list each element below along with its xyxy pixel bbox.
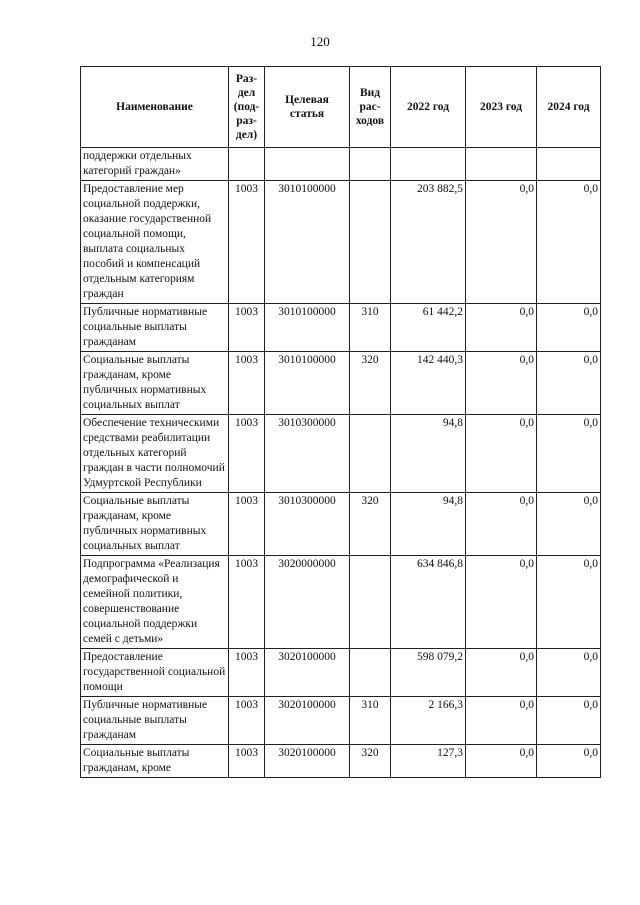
row-2023: 0,0 (466, 556, 537, 649)
row-vid: 320 (350, 352, 391, 415)
row-2024: 0,0 (537, 352, 601, 415)
row-2024: 0,0 (537, 181, 601, 304)
row-section: 1003 (229, 493, 265, 556)
row-section (229, 148, 265, 181)
row-section: 1003 (229, 352, 265, 415)
row-section: 1003 (229, 649, 265, 697)
row-2022: 598 079,2 (391, 649, 466, 697)
row-2024: 0,0 (537, 304, 601, 352)
row-target-code: 3010300000 (265, 493, 350, 556)
row-vid: 310 (350, 304, 391, 352)
row-vid (350, 556, 391, 649)
row-name: поддержки отдельных категорий граждан» (81, 148, 229, 181)
row-target-code: 3010100000 (265, 352, 350, 415)
row-section: 1003 (229, 697, 265, 745)
row-vid (350, 649, 391, 697)
table-row (81, 745, 601, 778)
row-2024: 0,0 (537, 415, 601, 493)
table-header-row (81, 67, 601, 148)
row-2024: 0,0 (537, 697, 601, 745)
row-2023: 0,0 (466, 649, 537, 697)
table-row (81, 415, 601, 493)
row-2022: 127,3 (391, 745, 466, 778)
row-section: 1003 (229, 181, 265, 304)
row-2023: 0,0 (466, 493, 537, 556)
table-row (81, 493, 601, 556)
row-name: Публичные нормативные социальные выплаты гражданам (81, 304, 229, 352)
row-2022: 94,8 (391, 493, 466, 556)
row-vid: 320 (350, 745, 391, 778)
row-target-code: 3020100000 (265, 697, 350, 745)
row-target-code: 3020100000 (265, 649, 350, 697)
row-2024: 0,0 (537, 556, 601, 649)
row-section: 1003 (229, 415, 265, 493)
row-2022: 61 442,2 (391, 304, 466, 352)
row-target-code: 3010100000 (265, 304, 350, 352)
row-name: Подпрограмма «Реализация демографической и семейной политики, совершенствование социальной поддержки семей с детьми» (81, 556, 229, 649)
row-2023: 0,0 (466, 745, 537, 778)
row-2024: 0,0 (537, 493, 601, 556)
row-target-code (265, 148, 350, 181)
row-section: 1003 (229, 745, 265, 778)
budget-table (80, 66, 601, 778)
header-name: Наименование (81, 67, 229, 148)
row-2023: 0,0 (466, 697, 537, 745)
row-2023: 0,0 (466, 352, 537, 415)
row-target-code: 3020000000 (265, 556, 350, 649)
row-name: Социальные выплаты гражданам, кроме публичных нормативных социальных выплат (81, 493, 229, 556)
row-target-code: 3010300000 (265, 415, 350, 493)
row-2022 (391, 148, 466, 181)
row-2023: 0,0 (466, 181, 537, 304)
row-2023: 0,0 (466, 304, 537, 352)
table-row (81, 352, 601, 415)
row-vid: 320 (350, 493, 391, 556)
table-row (81, 697, 601, 745)
header-target: Целевая статья (265, 67, 350, 148)
table-row (81, 148, 601, 181)
row-name: Предоставление государственной социальной помощи (81, 649, 229, 697)
row-target-code: 3010100000 (265, 181, 350, 304)
row-name: Социальные выплаты гражданам, кроме публичных нормативных социальных выплат (81, 352, 229, 415)
row-2024: 0,0 (537, 745, 601, 778)
page-number: 120 (310, 34, 330, 49)
row-vid (350, 181, 391, 304)
row-vid (350, 148, 391, 181)
table-row (81, 304, 601, 352)
row-2023 (466, 148, 537, 181)
row-2024 (537, 148, 601, 181)
row-name: Социальные выплаты гражданам, кроме (81, 745, 229, 778)
table-row (81, 181, 601, 304)
row-section: 1003 (229, 304, 265, 352)
header-2023: 2023 год (466, 67, 537, 148)
header-2022: 2022 год (391, 67, 466, 148)
header-2024: 2024 год (537, 67, 601, 148)
row-2022: 2 166,3 (391, 697, 466, 745)
row-2024: 0,0 (537, 649, 601, 697)
header-vid: Вид рас-ходов (350, 67, 391, 148)
row-2022: 634 846,8 (391, 556, 466, 649)
row-name: Предоставление мер социальной поддержки, оказание государственной социальной помощи, выплата социальных пособий и компенсаций отдельным категориям граждан (81, 181, 229, 304)
row-section: 1003 (229, 556, 265, 649)
row-2022: 203 882,5 (391, 181, 466, 304)
row-name: Обеспечение техническими средствами реабилитации отдельных категорий граждан в части полномочий Удмуртской Республики (81, 415, 229, 493)
row-vid: 310 (350, 697, 391, 745)
table-row (81, 556, 601, 649)
row-name: Публичные нормативные социальные выплаты гражданам (81, 697, 229, 745)
header-section: Раз-дел (под-раз-дел) (229, 67, 265, 148)
table-row (81, 649, 601, 697)
row-2022: 94,8 (391, 415, 466, 493)
row-vid (350, 415, 391, 493)
row-2022: 142 440,3 (391, 352, 466, 415)
row-2023: 0,0 (466, 415, 537, 493)
row-target-code: 3020100000 (265, 745, 350, 778)
